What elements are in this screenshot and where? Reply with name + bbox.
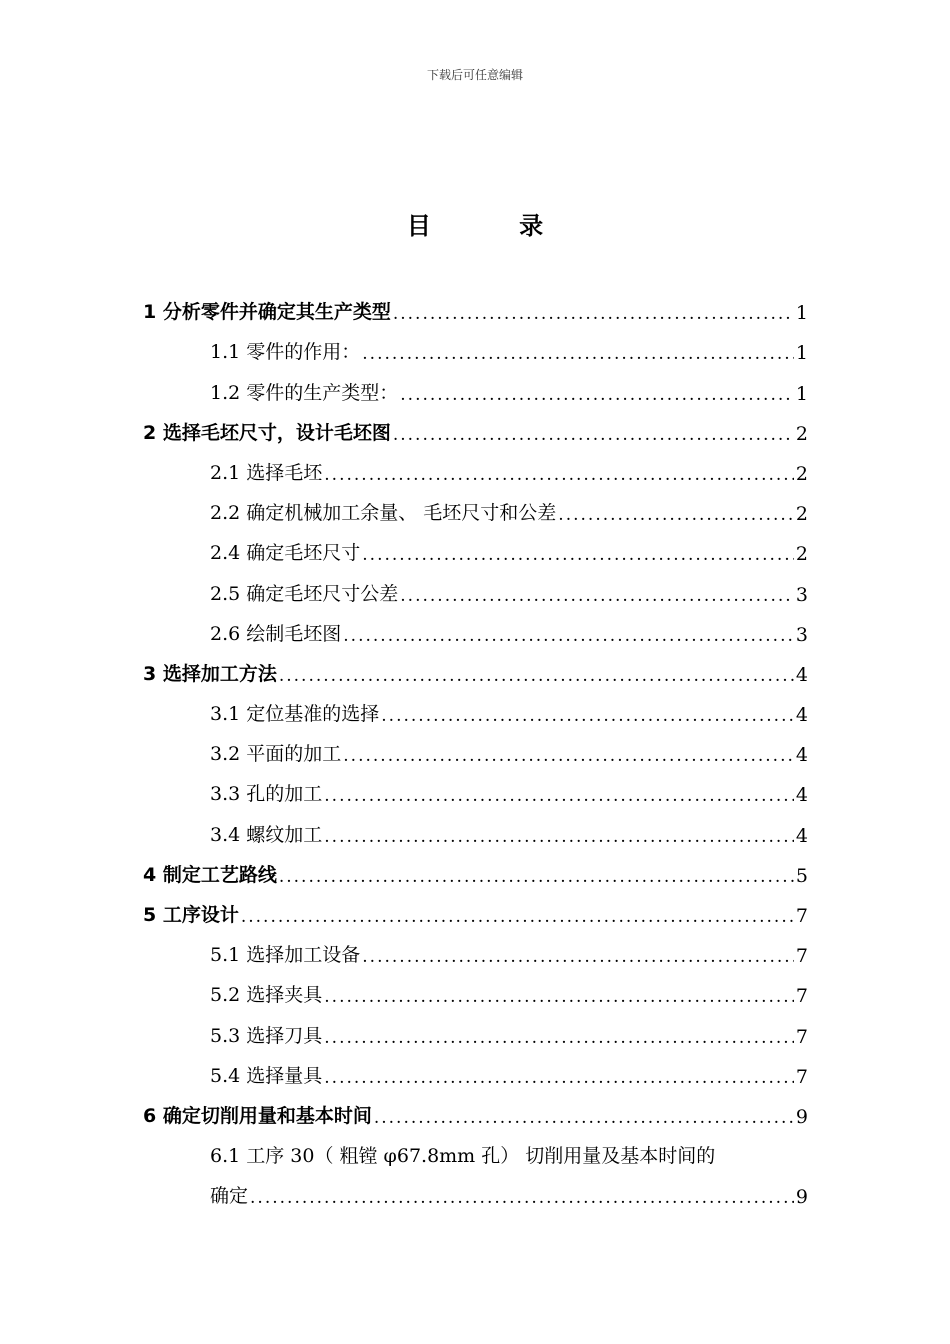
- toc-section-entry[interactable]: [143, 364, 808, 404]
- toc-section-entry[interactable]: [143, 686, 808, 726]
- toc-entry-text: 6.1 工序 30（ 粗镗 φ67.8mm 孔） 切削用量及基本时间的: [210, 1145, 716, 1168]
- toc-entry-text: 3.2 平面的加工: [210, 743, 342, 766]
- toc-page-number: 7: [795, 985, 808, 1008]
- toc-entry-text: 4 制定工艺路线: [143, 863, 277, 886]
- toc-section-entry[interactable]: [143, 927, 808, 967]
- toc-entry-text: 5.3 选择刀具: [210, 1024, 323, 1047]
- toc-page-number: 4: [795, 744, 808, 767]
- toc-section-entry[interactable]: [143, 324, 808, 364]
- toc-leader-dots: [362, 344, 794, 364]
- toc-page-number: 2: [795, 503, 808, 526]
- toc-leader-dots: [343, 746, 794, 766]
- toc-leader-dots: [241, 907, 794, 927]
- toc-chapter-entry[interactable]: [143, 405, 808, 445]
- toc-page-number: 7: [795, 945, 808, 968]
- toc-leader-dots: [250, 1188, 794, 1208]
- toc-page-number: 9: [795, 1186, 808, 1209]
- toc-entry-text: 3.3 孔的加工: [210, 783, 323, 806]
- toc-page-number: 3: [795, 623, 808, 646]
- toc-entry-text: 5.2 选择夹具: [210, 984, 323, 1007]
- toc-leader-dots: [324, 465, 794, 485]
- toc-section-entry[interactable]: [143, 1007, 808, 1047]
- toc-chapter-entry[interactable]: [143, 1088, 808, 1128]
- table-of-contents: [143, 284, 808, 1208]
- toc-entry-text: 2.4 确定毛坯尺寸: [210, 542, 361, 565]
- toc-leader-dots: [381, 706, 794, 726]
- toc-entry-wrapped-line2[interactable]: [143, 1168, 808, 1208]
- toc-page-number: 4: [795, 824, 808, 847]
- toc-leader-dots: [343, 626, 794, 646]
- toc-page-number: 7: [795, 905, 808, 927]
- toc-page-number: 5: [795, 864, 808, 887]
- toc-entry-text: 1.1 零件的作用：: [210, 341, 361, 364]
- toc-entry-text: 5.4 选择量具: [210, 1064, 323, 1087]
- toc-section-entry[interactable]: [143, 525, 808, 565]
- toc-section-entry[interactable]: [143, 726, 808, 766]
- toc-leader-dots: [324, 1028, 794, 1048]
- toc-entry-text: 2.5 确定毛坯尺寸公差: [210, 582, 399, 605]
- toc-section-entry[interactable]: [143, 445, 808, 485]
- toc-page-number: 1: [795, 382, 808, 405]
- toc-page-number: 9: [795, 1105, 808, 1128]
- toc-entry-text: 2.1 选择毛坯: [210, 461, 323, 484]
- toc-leader-dots: [400, 385, 794, 405]
- toc-entry-text: 2 选择毛坯尺寸，设计毛坯图: [143, 421, 391, 444]
- toc-page-number: 4: [795, 704, 808, 727]
- toc-page-number: 2: [795, 543, 808, 566]
- toc-leader-dots: [374, 1108, 794, 1128]
- toc-entry-text: 2.6 绘制毛坯图: [210, 622, 342, 645]
- toc-leader-dots: [279, 666, 794, 686]
- toc-leader-dots: [362, 545, 794, 565]
- toc-leader-dots: [393, 425, 794, 445]
- toc-entry-text: 5.1 选择加工设备: [210, 944, 361, 967]
- toc-entry-text: 3.1 定位基准的选择: [210, 703, 380, 726]
- toc-chapter-entry[interactable]: [143, 847, 808, 887]
- toc-entry-text: 1.2 零件的生产类型：: [210, 381, 399, 404]
- toc-entry-text: 3.4 螺纹加工: [210, 823, 323, 846]
- toc-leader-dots: [324, 786, 794, 806]
- toc-entry-text: 6 确定切削用量和基本时间: [143, 1104, 372, 1127]
- toc-chapter-entry[interactable]: [143, 284, 808, 324]
- toc-chapter-entry[interactable]: [143, 646, 808, 686]
- toc-entry-text: 1 分析零件并确定其生产类型: [143, 301, 391, 324]
- toc-page-number: 2: [795, 462, 808, 485]
- toc-leader-dots: [400, 586, 794, 606]
- toc-leader-dots: [362, 947, 794, 967]
- toc-page-number: 4: [795, 784, 808, 807]
- toc-page-number: 1: [795, 302, 808, 325]
- toc-section-entry[interactable]: [143, 967, 808, 1007]
- toc-leader-dots: [324, 827, 794, 847]
- toc-entry-wrapped-line1[interactable]: [143, 1128, 808, 1168]
- toc-section-entry[interactable]: [143, 606, 808, 646]
- toc-page-number: 2: [795, 422, 808, 445]
- toc-chapter-entry[interactable]: [143, 887, 808, 927]
- toc-section-entry[interactable]: [143, 766, 808, 806]
- toc-entry-text: 2.2 确定机械加工余量、 毛坯尺寸和公差: [210, 502, 557, 525]
- toc-entry-text: 确定: [210, 1185, 249, 1208]
- toc-page-number: 4: [795, 663, 808, 686]
- page-title: 目 录: [406, 212, 584, 240]
- toc-leader-dots: [279, 867, 794, 887]
- toc-leader-dots: [393, 304, 794, 324]
- toc-leader-dots: [324, 987, 794, 1007]
- toc-section-entry[interactable]: [143, 565, 808, 605]
- toc-entry-text: 3 选择加工方法: [143, 662, 277, 685]
- toc-section-entry[interactable]: [143, 806, 808, 846]
- toc-page-number: 1: [795, 342, 808, 365]
- toc-leader-dots: [558, 505, 794, 525]
- toc-leader-dots: [324, 1068, 794, 1088]
- toc-entry-text: 5 工序设计: [143, 904, 239, 926]
- toc-page-number: 7: [795, 1025, 808, 1048]
- toc-section-entry[interactable]: [143, 485, 808, 525]
- header-note: 下载后可任意编辑: [426, 68, 523, 82]
- toc-section-entry[interactable]: [143, 1048, 808, 1088]
- toc-page-number: 7: [795, 1065, 808, 1088]
- toc-page-number: 3: [795, 583, 808, 606]
